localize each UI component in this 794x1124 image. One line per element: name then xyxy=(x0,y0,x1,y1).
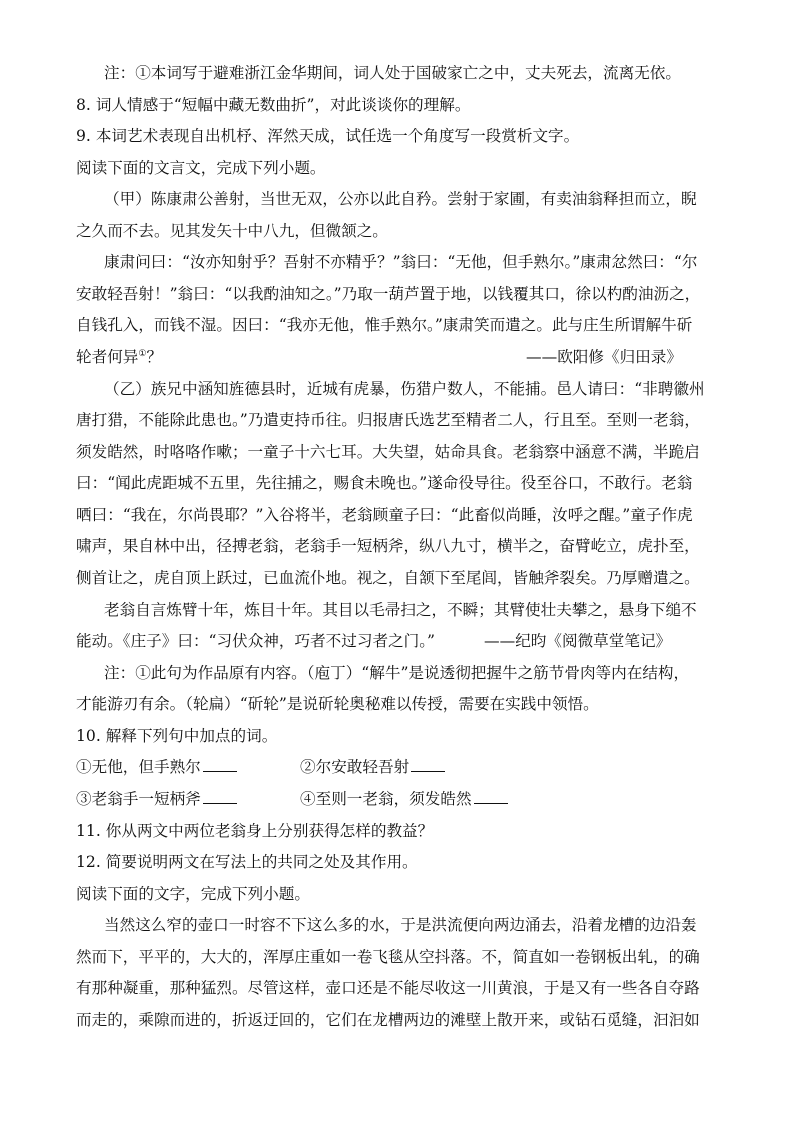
answer-blank[interactable] xyxy=(203,756,237,772)
text-yi-line-5: 哂曰：“我在，尔尚畏耶？”入谷将半，老翁顾童子曰：“此畜似尚睡，汝呼之醒。”童子作虎 xyxy=(76,506,693,524)
text-yi-line-9: 能动。《庄子》曰：“习伏众神，巧者不过习者之门。” xyxy=(76,632,436,650)
text-yi-line-1: （乙）族兄中涵知旌德县时，近城有虎暴，伤猎户数人，不能捕。邑人请曰：“非聘徽州 xyxy=(104,380,705,398)
answer-blank[interactable] xyxy=(474,788,508,804)
modern-instructions: 阅读下面的文字，完成下列小题。 xyxy=(76,885,310,903)
q10-item-1-text: ①无他，但手熟尔 xyxy=(76,758,201,776)
text-yi-line-6: 啸声，果自林中出，径搏老翁，老翁手一短柄斧，纵八九寸，横半之，奋臂屹立，虎扑至， xyxy=(76,537,700,555)
text-jia-line-3: 康肃问曰：“汝亦知射乎？吾射不亦精乎？”翁曰：“无他，但手熟尔。”康肃忿然曰：“尔 xyxy=(104,253,698,271)
question-12: 12. 简要说明两文在写法上的共同之处及其作用。 xyxy=(76,853,418,871)
q10-item-4-text: ④至则一老翁，须发皓然 xyxy=(300,790,472,808)
footnote-marker: ① xyxy=(138,348,147,359)
question-11: 11. 你从两文中两位老翁身上分别获得怎样的教益？ xyxy=(76,822,434,840)
text-jia-line-6 xyxy=(76,346,162,368)
classical-note-line-1: 注：①此句为作品原有内容。（庖丁）“解牛”是说透彻把握牛之筋节骨肉等内在结构， xyxy=(104,664,690,682)
text-jia-line-2: 之久而不去。见其发矢十中八九，但微颔之。 xyxy=(76,222,388,240)
question-9: 9. 本词艺术表现自出机杼、浑然天成，试任选一个角度写一段赏析文字。 xyxy=(76,127,580,145)
source-jiyun: ——纪昀《阅微草堂笔记》 xyxy=(484,632,672,650)
text-jia-line-4: 安敢轻吾射！”翁曰：“以我酌油知之。”乃取一葫芦置于地，以钱覆其口，徐以杓酌油沥之， xyxy=(76,285,701,303)
text-yi-line-4: 曰：“闻此虎距城不五里，先往捕之，赐食未晚也。”遂命役导往。役至谷口，不敢行。老翁 xyxy=(76,474,693,492)
modern-text-line-1: 当然这么窄的壶口一时容不下这么多的水，于是洪流便向两边涌去，沿着龙槽的边沿轰 xyxy=(104,916,697,934)
classical-note-line-2: 才能游刃有余。（轮扁）“斫轮”是说斫轮奥秘难以传授，需要在实践中领悟。 xyxy=(76,695,599,713)
q10-item-3 xyxy=(76,788,237,810)
text-yi-line-3: 须发皓然，时咯咯作嗽；一童子十六七耳。大失望，姑命具食。老翁察中涵意不满，半跪启 xyxy=(76,443,700,461)
question-10: 10. 解释下列句中加点的词。 xyxy=(76,727,278,745)
question-8: 8. 词人情感于“短幅中藏无数曲折”，对此谈谈你的理解。 xyxy=(76,96,471,114)
classical-instructions: 阅读下面的文言文，完成下列小题。 xyxy=(76,159,326,177)
modern-text-line-2: 然而下，平平的，大大的，浑厚庄重如一卷飞毯从空抖落。不，简直如一卷钢板出轧，的确 xyxy=(76,948,700,966)
q10-item-1 xyxy=(76,756,237,778)
text-jia-line-5: 自钱孔入，而钱不湿。因曰：“我亦无他，惟手熟尔。”康肃笑而遣之。此与庄生所谓解牛斫 xyxy=(76,316,693,334)
text-yi-line-7: 侧首让之，虎自顶上跃过，已血流仆地。视之，自颔下至尾闾，皆触斧裂矣。乃厚赠遣之。 xyxy=(76,569,700,587)
text-jia-line-6-main: 轮者何异 xyxy=(76,348,139,366)
answer-blank[interactable] xyxy=(203,788,237,804)
q10-item-3-text: ③老翁手一短柄斧 xyxy=(76,790,201,808)
text-jia-line-1: （甲）陈康肃公善射，当世无双，公亦以此自矜。尝射于家圃，有卖油翁释担而立，睨 xyxy=(104,190,697,208)
modern-text-line-3: 有那种凝重，那种猛烈。尽管这样，壶口还是不能尽收这一川黄浪，于是又有一些各自夺路 xyxy=(76,979,700,997)
q10-item-4 xyxy=(300,788,508,810)
modern-text-line-4: 而走的，乘隙而进的，折返迂回的，它们在龙槽两边的滩壁上散开来，或钻石觅缝，汩汩如 xyxy=(76,1011,700,1029)
q10-item-2-text: ②尔安敢轻吾射 xyxy=(300,758,410,776)
answer-blank[interactable] xyxy=(411,756,445,772)
q10-item-2 xyxy=(300,756,445,778)
text-yi-line-2: 唐打猎，不能除此患也。”乃遣吏持币往。归报唐氏选艺至精者二人，行且至。至则一老翁， xyxy=(76,411,700,429)
text-jia-line-6-end: ？ xyxy=(146,348,163,366)
text-yi-line-8: 老翁自言炼臂十年，炼目十年。其目以毛帚扫之，不瞬；其臂使壮夫攀之，悬身下缒不 xyxy=(104,601,697,619)
source-ouyang: ——欧阳修《归田录》 xyxy=(526,348,682,366)
poem-note: 注：①本词写于避难浙江金华期间，词人处于国破家亡之中，丈夫死去，流离无依。 xyxy=(104,64,681,82)
